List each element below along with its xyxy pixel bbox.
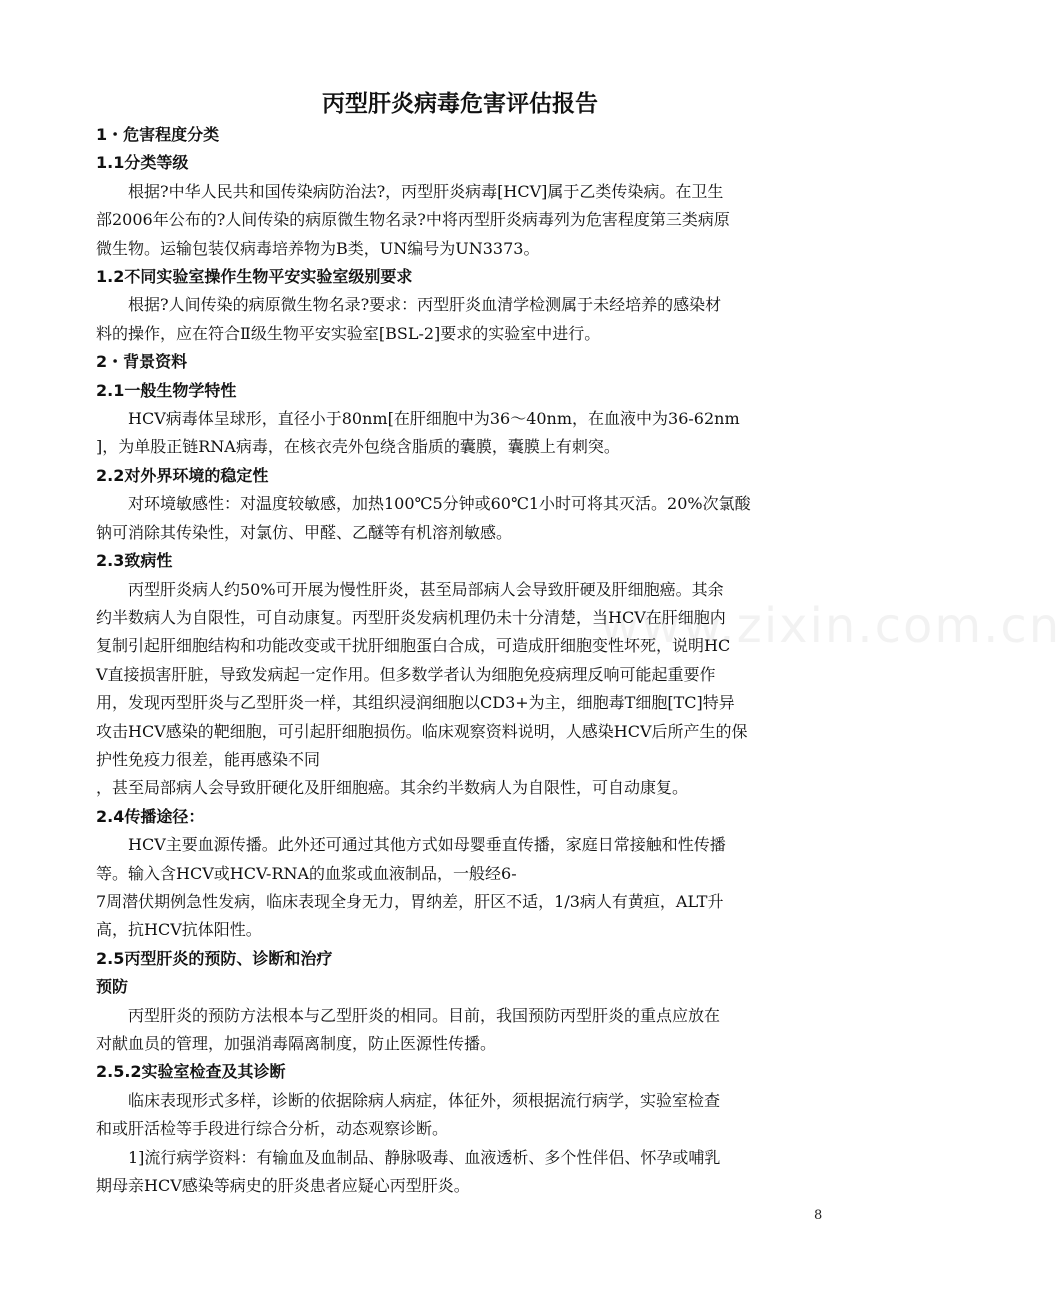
watermark: www.zixin.com.cn bbox=[600, 598, 1061, 654]
paragraph-line: 部2006年公布的?人间传染的病原微生物名录?中将丙型肝炎病毒列为危害程度第三类病原 bbox=[96, 210, 730, 230]
paragraph-line: 等。输入含HCV或HCV-RNA的血浆或血液制品，一般经6- bbox=[96, 863, 517, 883]
paragraph-line: 攻击HCV感染的靶细胞，可引起肝细胞损伤。临床观察资料说明，人感染HCV后所产生的保 bbox=[96, 721, 748, 741]
paragraph-line: 根据?中华人民共和国传染病防治法?，丙型肝炎病毒[HCV]属于乙类传染病。在卫生 bbox=[128, 181, 724, 201]
paragraph-line: 对环境敏感性：对温度较敏感，加热100℃5分钟或60℃1小时可将其灭活。20%次氯酸 bbox=[128, 494, 751, 514]
paragraph-epidemiology bbox=[96, 1144, 824, 1201]
paragraph-line: 丙型肝炎的预防方法根本与乙型肝炎的相同。目前，我国预防丙型肝炎的重点应放在 bbox=[128, 1005, 721, 1025]
paragraph-line: 期母亲HCV感染等病史的肝炎患者应疑心丙型肝炎。 bbox=[96, 1176, 470, 1196]
paragraph-1-2 bbox=[96, 291, 824, 348]
paragraph-line: 1]流行病学资料：有输血及血制品、静脉吸毒、血液透析、多个性伴侣、怀孕或哺乳 bbox=[128, 1147, 721, 1167]
paragraph-2-1 bbox=[96, 405, 824, 462]
paragraph-line: HCV主要血源传播。此外还可通过其他方式如母婴垂直传播，家庭日常接触和性传播 bbox=[128, 835, 726, 855]
paragraph-line: 复制引起肝细胞结构和功能改变或干扰肝细胞蛋白合成，可造成肝细胞变性坏死，说明HC bbox=[96, 636, 731, 656]
paragraph-line: 用，发现丙型肝炎与乙型肝炎一样，其组织浸润细胞以CD3+为主，细胞毒T细胞[TC]特异 bbox=[96, 693, 735, 713]
paragraph-1-1 bbox=[96, 178, 824, 263]
heading-2-5-2: 2.5.2实验室检查及其诊断 bbox=[96, 1062, 286, 1082]
paragraph-line: 护性免疫力很差，能再感染不同 bbox=[96, 749, 321, 769]
paragraph-line: 对献血员的管理，加强消毒隔离制度，防止医源性传播。 bbox=[96, 1034, 497, 1053]
page-number: 8 bbox=[814, 1208, 823, 1223]
document-title: 丙型肝炎病毒危害评估报告 bbox=[322, 91, 598, 117]
paragraph-2-3 bbox=[96, 576, 824, 803]
paragraph-line: ]，为单股正链RNA病毒，在核衣壳外包绕含脂质的囊膜，囊膜上有刺突。 bbox=[96, 437, 620, 457]
paragraph-line: 钠可消除其传染性，对氯仿、甲醛、乙醚等有机溶剂敏感。 bbox=[96, 522, 513, 542]
paragraph-line: HCV病毒体呈球形，直径小于80nm[在肝细胞中为36～40nm，在血液中为36-62nm bbox=[128, 409, 740, 429]
paragraph-line: V直接损害肝脏，导致发病起一定作用。但多数学者认为细胞免疫病理反响可能起重要作 bbox=[96, 664, 716, 684]
paragraph-2-4 bbox=[96, 831, 824, 945]
paragraph-2-5-2 bbox=[96, 1087, 824, 1144]
paragraph-line: 和或肝活检等手段进行综合分析，动态观察诊断。 bbox=[96, 1119, 449, 1139]
paragraph-line: 高，抗HCV抗体阳性。 bbox=[96, 920, 262, 940]
heading-2-2: 2.2对外界环境的稳定性 bbox=[96, 465, 269, 485]
heading-1-2: 1.2不同实验室操作生物平安实验室级别要求 bbox=[96, 267, 413, 287]
paragraph-line: 料的操作，应在符合Ⅱ级生物平安实验室[BSL-2]要求的实验室中进行。 bbox=[96, 323, 601, 343]
paragraph-line: ，甚至局部病人会导致肝硬化及肝细胞癌。其余约半数病人为自限性，可自动康复。 bbox=[96, 778, 689, 798]
heading-1-1: 1.1分类等级 bbox=[96, 153, 189, 173]
heading-2-1: 2.1一般生物学特性 bbox=[96, 380, 237, 400]
heading-prevention: 预防 bbox=[96, 977, 129, 997]
paragraph-line: 7周潜伏期例急性发病，临床表现全身无力，胃纳差，肝区不适，1/3病人有黄疸，ALT升 bbox=[96, 891, 724, 911]
paragraph-line: 丙型肝炎病人约50%可开展为慢性肝炎，甚至局部病人会导致肝硬及肝细胞癌。其余 bbox=[128, 579, 724, 599]
heading-2-4: 2.4传播途径： bbox=[96, 806, 205, 826]
paragraph-prevention bbox=[96, 1002, 824, 1059]
heading-2-3: 2.3致病性 bbox=[96, 551, 173, 571]
paragraph-line: 临床表现形式多样，诊断的依据除病人病症，体征外，须根据流行病学，实验室检查 bbox=[128, 1090, 721, 1110]
paragraph-line: 微生物。运输包装仅病毒培养物为B类，UN编号为UN3373。 bbox=[96, 238, 540, 258]
paragraph-2-2 bbox=[96, 490, 824, 547]
document-body bbox=[96, 121, 824, 1200]
paragraph-line: 约半数病人为自限性，可自动康复。丙型肝炎发病机理仍未十分清楚，当HCV在肝细胞内 bbox=[96, 607, 726, 627]
heading-2-5: 2.5丙型肝炎的预防、诊断和治疗 bbox=[96, 948, 333, 968]
heading-1: 1・危害程度分类 bbox=[96, 125, 220, 144]
heading-2: 2・背景资料 bbox=[96, 352, 188, 372]
paragraph-line: 根据?人间传染的病原微生物名录?要求：丙型肝炎血清学检测属于未经培养的感染材 bbox=[128, 295, 722, 315]
